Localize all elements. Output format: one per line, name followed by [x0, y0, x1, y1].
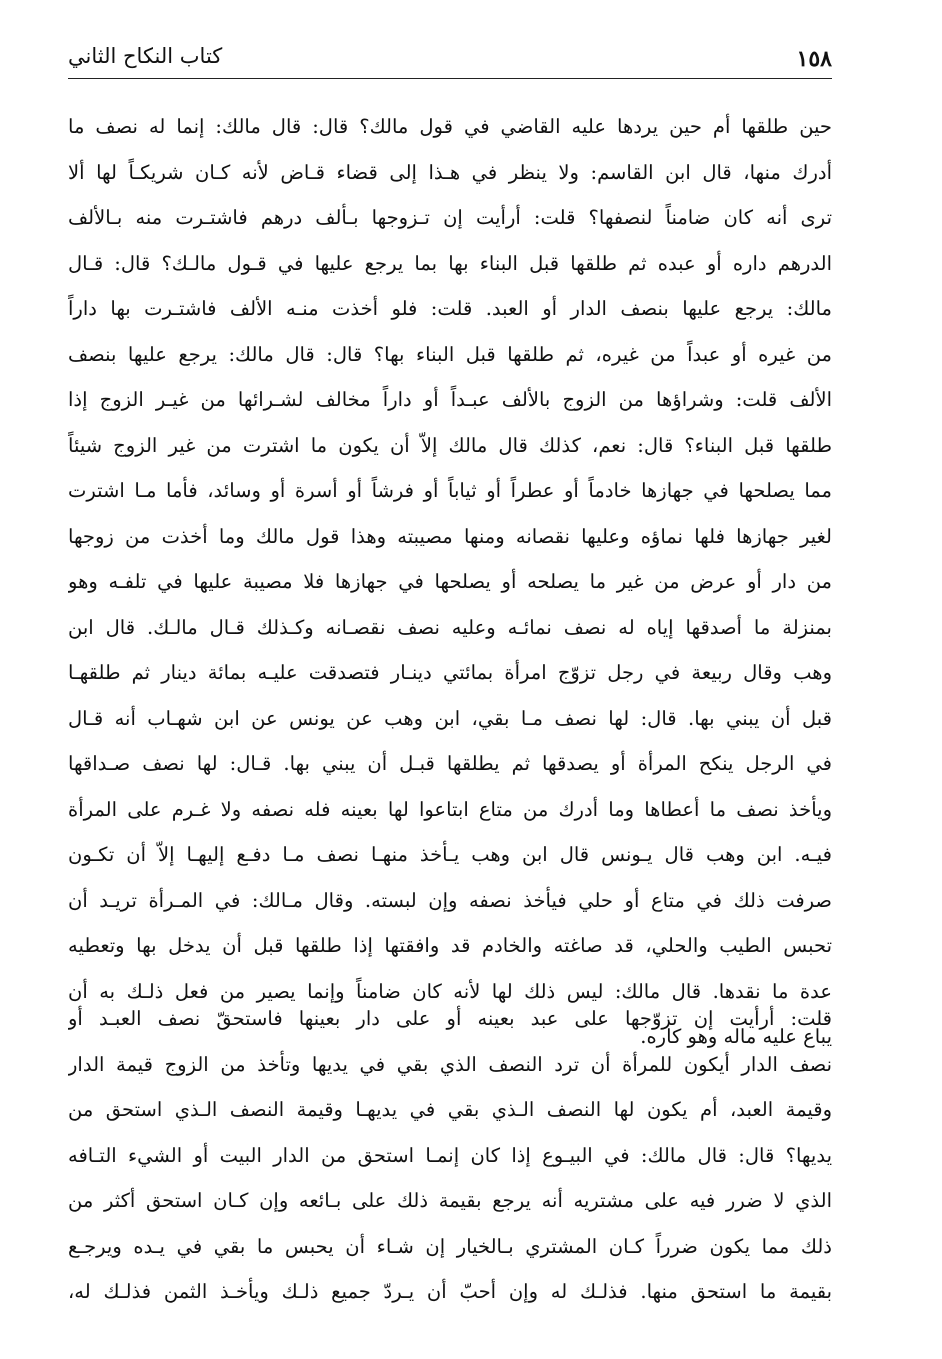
text-line: تحبس الطيب والحلي، قد صاغته والخادم قد وافقتها إذا طلقها قبل أن يدخل بها وتعطيه	[68, 934, 832, 957]
text-line: طلقها قبل البناء؟ قال: نعم، كذلك قال مالك إلاّ أن يكون ما اشترت من غير الزوج شيئاً	[68, 433, 832, 457]
paragraph-2	[68, 996, 832, 1315]
text-line: مالك: يرجع عليها بنصف الدار أو العبد. قلت: فلو أخذت منـه الألف فاشتـرت بها داراً	[68, 297, 832, 320]
text-line: بقيمة ما استحق منها. فذلـك له وإن أحبّ أن يـردّ جميع ذلـك ويأخـذ الثمن فذلـك له،	[68, 1280, 832, 1303]
text-line: أدرك منها، قال ابن القاسم: ولا ينظر في هـذا إلى قضاء قـاض لأنه كـان شريكـاً لها ألا	[68, 160, 832, 184]
text-line: يديها؟ قال: قال مالك: في البيـوع إذا كان إنمـا استحق من الدار البيت أو الشيء التـافه	[68, 1143, 832, 1167]
text-line: وهب وقال ربيعة في رجل تزوّج امرأة بمائتي دينـار فتصدقت عليـه بمائة دينار ثم طلقهـا	[68, 661, 832, 684]
text-line: الألف قلت: وشراؤها من الزوج بالألف عبـداً أو داراً مخالف لشـرائها من غيـر الزوج إذا	[68, 388, 832, 411]
page-number: ١٥٨	[796, 46, 832, 72]
text-line: قلت: أرأيت إن تزوّجها على عبد بعينه أو على دار بعينها فاستحقّ نصف العبـد أو	[68, 1007, 832, 1030]
text-line: يباع عليه ماله وهو كاره.	[640, 1025, 832, 1048]
running-title: كتاب النكاح الثاني	[68, 44, 223, 68]
text-line: من غيره أو عبداً من غيره، ثم طلقها قبل البناء بها؟ قال: قال مالك: يرجع عليها بنصف	[68, 342, 832, 366]
text-line: نصف الدار أيكون للمرأة أن ترد النصف الذي بقي في يديها وتأخذ من الزوج قيمة الدار	[68, 1052, 832, 1076]
text-line: فيـه. ابن وهب قال يـونس قال ابن وهب يـأخذ منهـا نصف مـا دفـع إليهـا إلاّ أن تكـون	[68, 843, 832, 866]
text-line: الدرهم داره أو عبده ثم طلقها قبل البناء بها بما يرجع عليها في قـول مالـك؟ قال: قـال	[68, 251, 832, 275]
text-line: الذي لا ضرر فيه على مشتريه أنه يرجع بقيمة ذلك على بـائعه وإن كـان استحق أكثر من	[68, 1189, 832, 1212]
text-line: قبل أن يبني بها. قال: لها نصف مـا بقي، ابن وهب عن يونس عن ابن شهـاب أنه قـال	[68, 706, 832, 730]
text-line: بمنزلة ما أصدقها إياه له نصف نمائـه وعليه نصف نقصـانه وكـذلك قـال مالـك. قال ابن	[68, 615, 832, 639]
page-header	[68, 38, 832, 79]
text-line: مما يصلحها في جهازها خادماً أو عطراً أو ثياباً أو فرشاً أو أسرة أو وسائد، فأما مـا اشترت	[68, 479, 832, 502]
text-line: ويأخذ نصف ما أعطاها وما أدرك من متاع ابتاعوا لها بعينه فله نصفه ولا غـرم على المرأة	[68, 797, 832, 821]
text-line: في الرجل ينكح المرأة أو يصدقها ثم يطلقها قبـل أن يبني بها. قـال: لها نصف صـداقها	[68, 752, 832, 775]
text-line: ذلك مما يكون ضرراً كـان المشتري بـالخيار إن شـاء أن يحبس ما بقي في يـده ويرجـع	[68, 1234, 832, 1258]
text-line: من دار أو عرض من غير ما يصلحه أو يصلحها في جهازها فلا مصيبة عليها في تلفـه وهو	[68, 570, 832, 593]
text-line: ترى أنه كان ضامناً لنصفها؟ قلت: أرأيت إن تـزوجها بـألف درهم فاشتـرت منه بـالألف	[68, 206, 832, 229]
text-line: عدة ما نقدها. قال مالك: ليس ذلك لها لأنه كان ضامناً وإنما يصير من فعل ذلـك به أن	[68, 979, 832, 1003]
text-line: حين طلقها أم حين يردها عليه القاضي في قول مالك؟ قال: قال مالك: إنما له نصف ما	[68, 115, 832, 138]
text-line: وقيمة العبد، أم يكون لها النصف الـذي بقي في يديهـا وقيمة النصف الـذي استحق من	[68, 1098, 832, 1121]
paragraph-1	[68, 104, 832, 1060]
text-line: لغير جهازها فلها نماؤه وعليها نقصانه ومنها مصيبته وهذا قول مالك وما أخذت من زوجها	[68, 524, 832, 548]
text-line: صرفت ذلك في متاع أو حلي فيأخذ نصفه وإن لبسته. وقال مـالك: في المـرأة تريـد أن	[68, 888, 832, 912]
